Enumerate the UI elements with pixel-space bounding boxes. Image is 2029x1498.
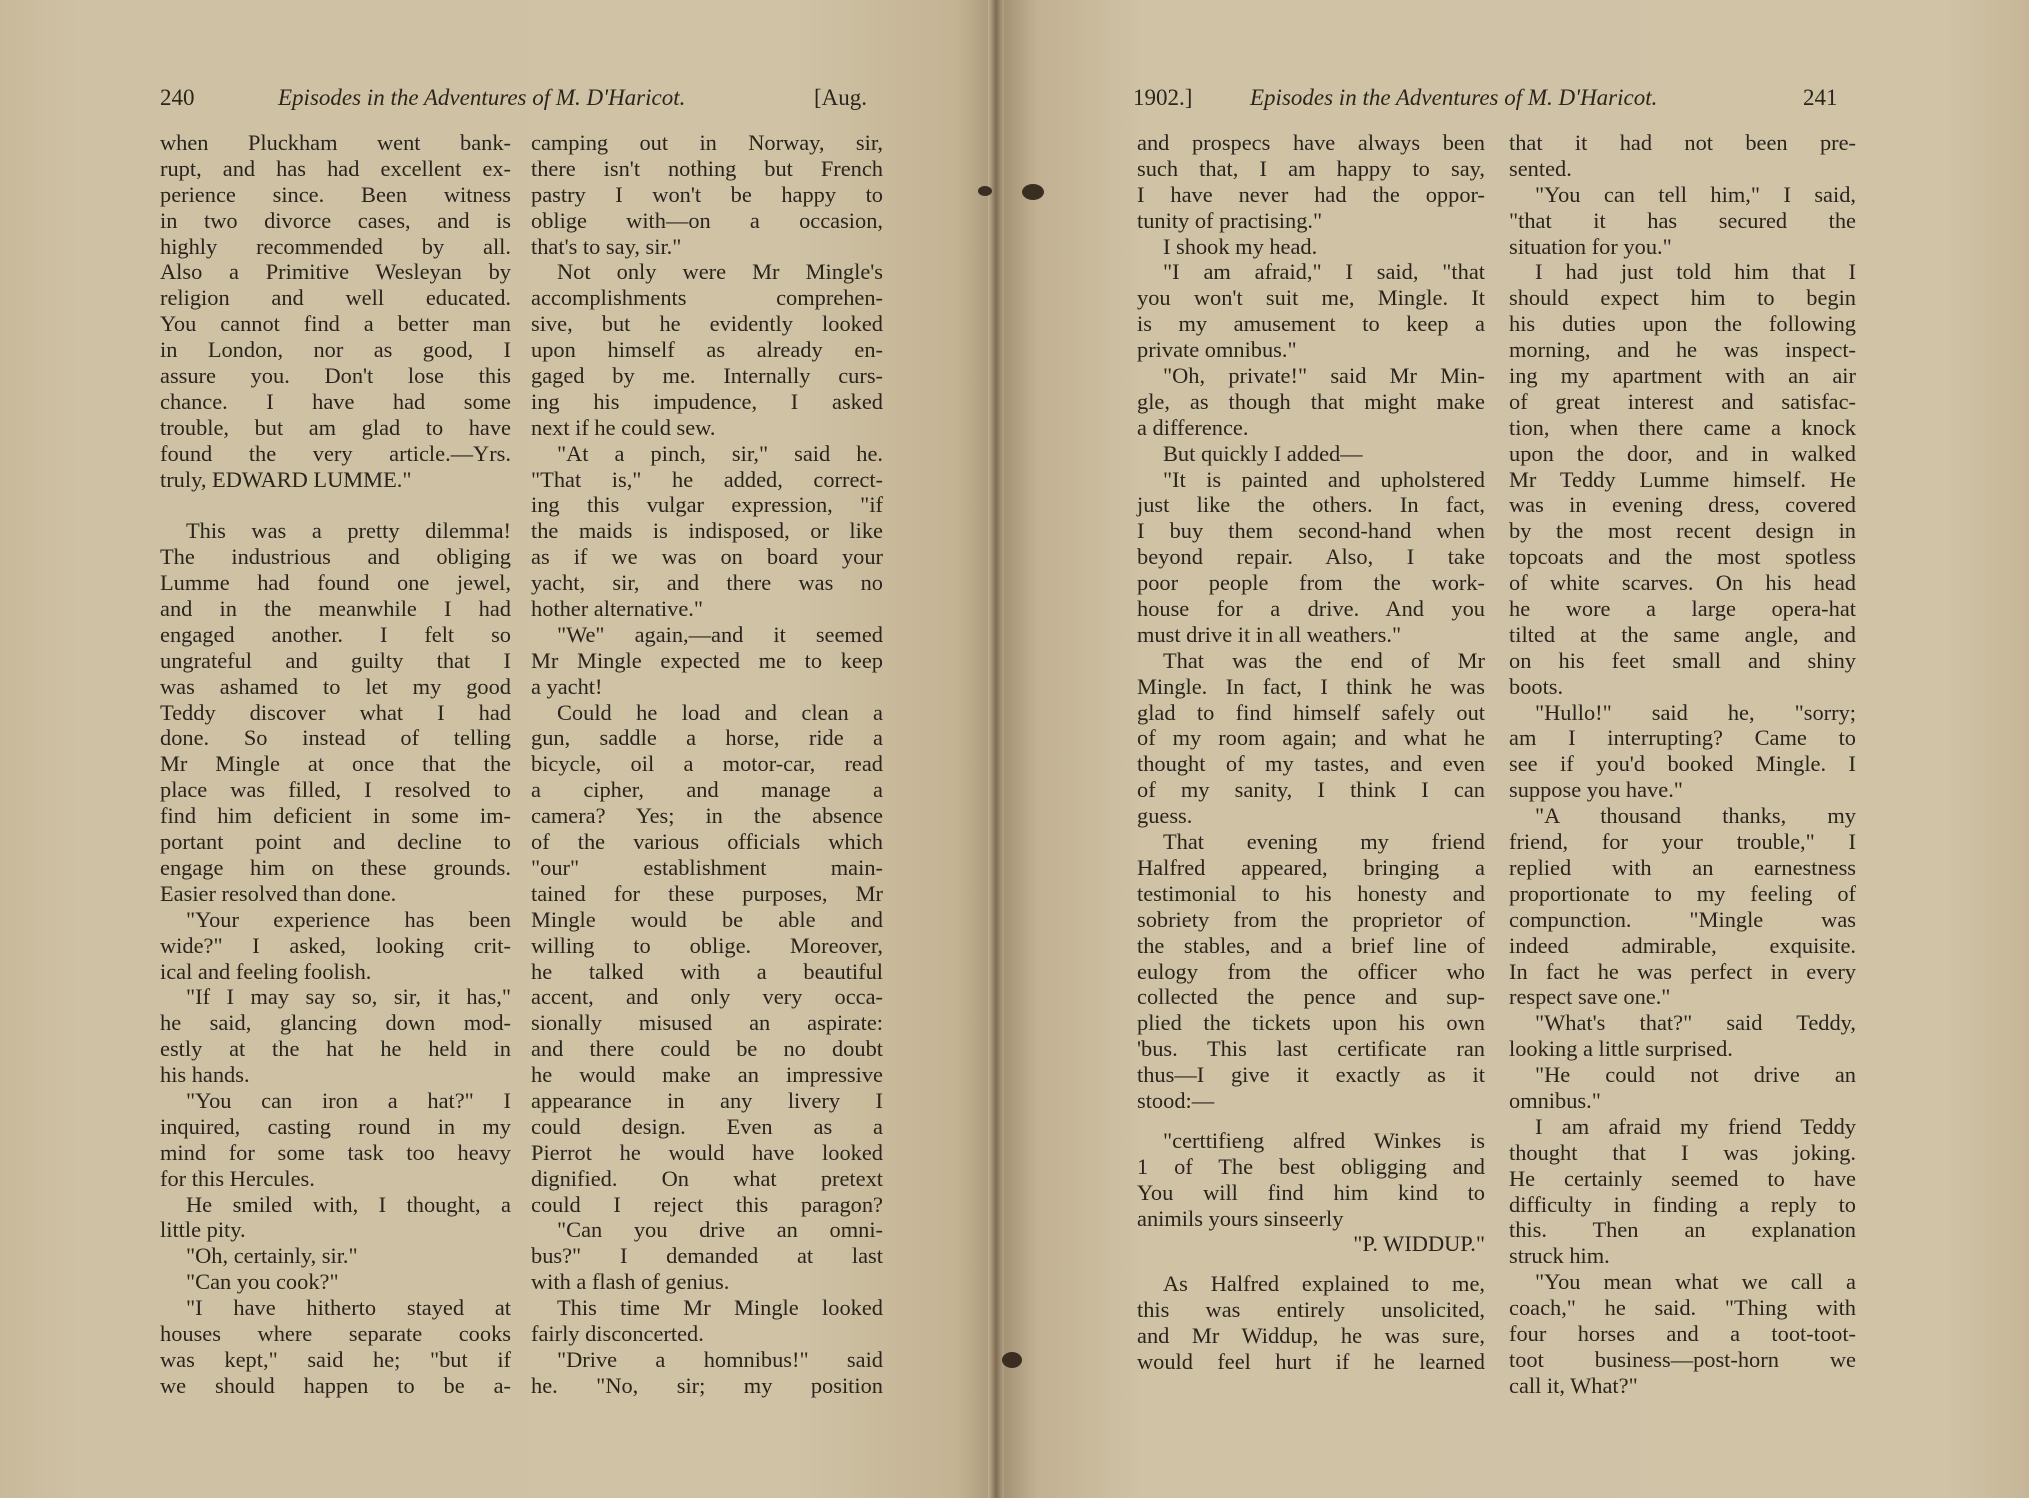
- text-line: gaged by me. Internally curs-: [531, 363, 883, 389]
- text-line: Could he load and clean a: [557, 699, 883, 725]
- text-line: assure you. Don't lose this: [160, 363, 511, 389]
- text-line: a difference.: [1137, 414, 1249, 440]
- text-line: and there could be no doubt: [531, 1036, 883, 1062]
- text-line: "Can you cook?": [186, 1269, 339, 1295]
- right-column-1: [1137, 130, 1485, 1375]
- text-line: with a flash of genius.: [531, 1269, 730, 1295]
- text-line: respect save one.": [1509, 984, 1671, 1010]
- text-line: coach," he said. "Thing with: [1509, 1295, 1856, 1321]
- text-line: That was the end of Mr: [1163, 647, 1485, 673]
- text-line: thought of my tastes, and even: [1137, 751, 1485, 777]
- text-line: four horses and a toot-toot-: [1509, 1320, 1856, 1346]
- text-line: upon himself as already en-: [531, 337, 883, 363]
- left-running-title: Episodes in the Adventures of M. D'Haricot.: [278, 85, 686, 110]
- text-line: trouble, but am glad to have: [160, 414, 511, 440]
- text-line: the stables, and a brief line of: [1137, 932, 1485, 958]
- book-gutter: [988, 0, 1004, 1498]
- text-line: I am afraid my friend Teddy: [1535, 1113, 1856, 1139]
- text-line: "What's that?" said Teddy,: [1535, 1010, 1856, 1036]
- paragraph-gap: [160, 492, 511, 518]
- text-line: his duties upon the following: [1509, 311, 1856, 337]
- text-line: looking a little surprised.: [1509, 1036, 1733, 1062]
- text-line: this was entirely unsolicited,: [1137, 1297, 1485, 1323]
- text-line: camping out in Norway, sir,: [531, 130, 883, 155]
- text-line: situation for you.": [1509, 233, 1672, 259]
- text-line: engaged another. I felt so: [160, 621, 511, 647]
- text-line: could I reject this paragon?: [531, 1191, 883, 1217]
- text-line: As Halfred explained to me,: [1163, 1271, 1485, 1297]
- text-line: omnibus.": [1509, 1087, 1601, 1113]
- text-line: Not only were Mr Mingle's: [557, 259, 883, 285]
- text-line: That evening my friend: [1163, 829, 1485, 855]
- text-line: struck him.: [1509, 1243, 1610, 1269]
- text-line: "He could not drive an: [1535, 1062, 1856, 1088]
- left-column-2: [531, 130, 883, 1399]
- text-line: Mingle would be able and: [531, 906, 883, 932]
- text-line: could design. Even as a: [531, 1113, 883, 1139]
- text-line: find him deficient in some im-: [160, 803, 511, 829]
- text-line: estly at the hat he held in: [160, 1036, 511, 1062]
- text-line: "Your experience has been: [186, 906, 511, 932]
- text-line: when Pluckham went bank-: [160, 130, 511, 155]
- text-line: "At a pinch, sir," said he.: [557, 440, 883, 466]
- right-running-head: [1133, 80, 1853, 116]
- text-line: beyond repair. Also, I take: [1137, 544, 1485, 570]
- text-line: little pity.: [160, 1217, 246, 1243]
- text-line: you won't suit me, Mingle. It: [1137, 285, 1485, 311]
- text-line: ing my apartment with an air: [1509, 363, 1856, 389]
- text-line: "I am afraid," I said, "that: [1163, 259, 1485, 285]
- text-line: of my room again; and what he: [1137, 725, 1485, 751]
- text-line: bicycle, oil a motor-car, read: [531, 751, 883, 777]
- text-line: stood:—: [1137, 1087, 1215, 1113]
- text-line: "A thousand thanks, my: [1535, 803, 1856, 829]
- text-line: as if we was on board your: [531, 544, 883, 570]
- text-line: I had just told him that I: [1535, 259, 1856, 285]
- text-line: appearance in any livery I: [531, 1087, 883, 1113]
- text-line: chance. I have had some: [160, 388, 511, 414]
- text-line: collected the pence and sup-: [1137, 984, 1485, 1010]
- text-line: toot business—post-horn we: [1509, 1346, 1856, 1372]
- text-line: "Oh, private!" said Mr Min-: [1163, 363, 1485, 389]
- text-line: "You can iron a hat?" I: [186, 1087, 511, 1113]
- text-line: willing to oblige. Moreover,: [531, 932, 883, 958]
- text-line: testimonial to his honesty and: [1137, 880, 1485, 906]
- text-line: guess.: [1137, 803, 1193, 829]
- text-line: Pierrot he would have looked: [531, 1139, 883, 1165]
- left-page: [0, 0, 996, 1498]
- text-line: must drive it in all weathers.": [1137, 621, 1402, 647]
- text-line: proportionate to my feeling of: [1509, 880, 1856, 906]
- text-line: in London, nor as good, I: [160, 337, 511, 363]
- text-line: inquired, casting round in my: [160, 1113, 511, 1139]
- text-line: "P. WIDDUP.": [1353, 1231, 1485, 1257]
- text-line: "Oh, certainly, sir.": [186, 1243, 358, 1269]
- text-line: ing his impudence, I asked: [531, 388, 883, 414]
- text-line: I shook my head.: [1163, 233, 1318, 259]
- text-line: 'bus. This last certificate ran: [1137, 1036, 1485, 1062]
- text-line: Also a Primitive Wesleyan by: [160, 259, 511, 285]
- text-line: difficulty in finding a reply to: [1509, 1191, 1856, 1217]
- text-line: religion and well educated.: [160, 285, 511, 311]
- text-line: that it had not been pre-: [1509, 130, 1856, 155]
- text-line: ungrateful and guilty that I: [160, 647, 511, 673]
- text-line: Teddy discover what I had: [160, 699, 511, 725]
- text-line: ing this vulgar expression, "if: [531, 492, 883, 518]
- text-line: compunction. "Mingle was: [1509, 906, 1856, 932]
- text-line: "Drive a homnibus!" said: [557, 1346, 883, 1372]
- text-line: replied with an earnestness: [1509, 854, 1856, 880]
- text-line: dignified. On what pretext: [531, 1165, 883, 1191]
- text-line: You will find him kind to: [1137, 1179, 1485, 1205]
- text-line: would feel hurt if he learned: [1137, 1348, 1485, 1374]
- text-line: Mr Mingle expected me to keep: [531, 647, 883, 673]
- text-line: thought that I was joking.: [1509, 1139, 1856, 1165]
- text-line: his hands.: [160, 1062, 250, 1088]
- right-column-2: [1509, 130, 1856, 1399]
- left-page-number: 240: [160, 85, 195, 110]
- text-line: "If I may say so, sir, it has,": [186, 984, 511, 1010]
- text-line: in two divorce cases, and is: [160, 207, 511, 233]
- text-line: But quickly I added—: [1163, 440, 1363, 466]
- text-line: found the very article.—Yrs.: [160, 440, 511, 466]
- text-line: was ashamed to let my good: [160, 673, 511, 699]
- right-page: [996, 0, 2029, 1498]
- text-line: should expect him to begin: [1509, 285, 1856, 311]
- text-line: of the various officials which: [531, 829, 883, 855]
- text-line: such that, I am happy to say,: [1137, 155, 1485, 181]
- text-line: Lumme had found one jewel,: [160, 570, 511, 596]
- text-line: see if you'd booked Mingle. I: [1509, 751, 1856, 777]
- text-line: a cipher, and manage a: [531, 777, 883, 803]
- text-line: sionally misused an aspirate:: [531, 1010, 883, 1036]
- text-line: gun, saddle a horse, ride a: [531, 725, 883, 751]
- text-line: thus—I give it exactly as it: [1137, 1062, 1485, 1088]
- text-line: animils yours sinseerly: [1137, 1205, 1344, 1231]
- text-line: of my sanity, I think I can: [1137, 777, 1485, 803]
- right-issue-year: 1902.]: [1133, 85, 1193, 110]
- text-line: friend, for your trouble," I: [1509, 829, 1856, 855]
- text-line: this. Then an explanation: [1509, 1217, 1856, 1243]
- text-line: "I have hitherto stayed at: [186, 1295, 511, 1321]
- text-line: I buy them second-hand when: [1137, 518, 1485, 544]
- text-line: done. So instead of telling: [160, 725, 511, 751]
- text-line: poor people from the work-: [1137, 570, 1485, 596]
- text-line: "our" establishment main-: [531, 854, 883, 880]
- text-line: pastry I won't be happy to: [531, 181, 883, 207]
- binding-thread-mark: [1002, 1352, 1022, 1368]
- text-line: "Hullo!" said he, "sorry;: [1535, 699, 1856, 725]
- text-line: sented.: [1509, 155, 1572, 181]
- text-line: wide?" I asked, looking crit-: [160, 932, 511, 958]
- text-line: accent, and only very occa-: [531, 984, 883, 1010]
- left-issue-date: [Aug.: [814, 85, 868, 110]
- text-line: and Mr Widdup, he was sure,: [1137, 1323, 1485, 1349]
- text-line: he talked with a beautiful: [531, 958, 883, 984]
- text-line: yacht, sir, and there was no: [531, 570, 883, 596]
- text-line: fairly disconcerted.: [531, 1320, 704, 1346]
- text-line: next if he could sew.: [531, 414, 716, 440]
- text-line: am I interrupting? Came to: [1509, 725, 1856, 751]
- text-line: Halfred appeared, bringing a: [1137, 854, 1485, 880]
- text-line: "You mean what we call a: [1535, 1269, 1856, 1295]
- text-line: tunity of practising.": [1137, 207, 1323, 233]
- text-line: portant point and decline to: [160, 829, 511, 855]
- text-line: indeed admirable, exquisite.: [1509, 932, 1856, 958]
- text-line: You cannot find a better man: [160, 311, 511, 337]
- text-line: Mr Mingle at once that the: [160, 751, 511, 777]
- text-line: and in the meanwhile I had: [160, 596, 511, 622]
- text-line: highly recommended by all.: [160, 233, 511, 259]
- text-line: of great interest and satisfac-: [1509, 388, 1856, 414]
- text-line: that's to say, sir.": [531, 233, 682, 259]
- text-line: boots.: [1509, 673, 1564, 699]
- right-page-number: 241: [1803, 85, 1838, 110]
- text-line: perience since. Been witness: [160, 181, 511, 207]
- text-line: eulogy from the officer who: [1137, 958, 1485, 984]
- text-line: "that it has secured the: [1509, 207, 1856, 233]
- text-line: morning, and he was inspect-: [1509, 337, 1856, 363]
- text-line: oblige with—on a occasion,: [531, 207, 883, 233]
- text-line: glad to find himself safely out: [1137, 699, 1485, 725]
- text-line: suppose you have.": [1509, 777, 1683, 803]
- text-line: In fact he was perfect in every: [1509, 958, 1856, 984]
- text-line: house for a drive. And you: [1137, 596, 1485, 622]
- text-line: accomplishments comprehen-: [531, 285, 883, 311]
- binding-thread-mark: [1022, 184, 1044, 200]
- text-line: just like the others. In fact,: [1137, 492, 1485, 518]
- text-line: private omnibus.": [1137, 337, 1297, 363]
- text-line: plied the tickets upon his own: [1137, 1010, 1485, 1036]
- text-line: houses where separate cooks: [160, 1320, 511, 1346]
- text-line: a yacht!: [531, 673, 603, 699]
- text-line: "We" again,—and it seemed: [557, 621, 883, 647]
- paragraph-gap: [1137, 1114, 1485, 1128]
- text-line: Mr Teddy Lumme himself. He: [1509, 466, 1856, 492]
- text-line: call it, What?": [1509, 1372, 1638, 1398]
- text-line: for this Hercules.: [160, 1165, 315, 1191]
- text-line: mind for some task too heavy: [160, 1139, 511, 1165]
- text-line: was kept," said he; "but if: [160, 1346, 511, 1372]
- text-line: he wore a large opera-hat: [1509, 596, 1856, 622]
- text-line: "It is painted and upholstered: [1163, 466, 1485, 492]
- text-line: The industrious and obliging: [160, 544, 511, 570]
- text-line: "You can tell him," I said,: [1535, 181, 1856, 207]
- text-line: He smiled with, I thought, a: [186, 1191, 511, 1217]
- left-running-head: [160, 80, 880, 116]
- text-line: This was a pretty dilemma!: [186, 518, 511, 544]
- right-running-title: Episodes in the Adventures of M. D'Haricot.: [1250, 85, 1658, 110]
- text-line: we should happen to be a-: [160, 1372, 511, 1398]
- text-line: rupt, and has had excellent ex-: [160, 155, 511, 181]
- text-line: by the most recent design in: [1509, 518, 1856, 544]
- text-line: the maids is indisposed, or like: [531, 518, 883, 544]
- text-line: This time Mr Mingle looked: [557, 1295, 883, 1321]
- left-column-1: [160, 130, 511, 1399]
- text-line: upon the door, and in walked: [1509, 440, 1856, 466]
- text-line: "Can you drive an omni-: [557, 1217, 883, 1243]
- text-line: is my amusement to keep a: [1137, 311, 1485, 337]
- text-line: was in evening dress, covered: [1509, 492, 1856, 518]
- text-line: he. "No, sir; my position: [531, 1372, 883, 1398]
- text-line: gle, as though that might make: [1137, 388, 1485, 414]
- text-line: He certainly seemed to have: [1509, 1165, 1856, 1191]
- binding-thread-mark: [978, 186, 992, 196]
- text-line: "That is," he added, correct-: [531, 466, 883, 492]
- text-line: Easier resolved than done.: [160, 880, 397, 906]
- text-line: he said, glancing down mod-: [160, 1010, 511, 1036]
- text-line: of white scarves. On his head: [1509, 570, 1856, 596]
- text-line: ical and feeling foolish.: [160, 958, 372, 984]
- text-line: camera? Yes; in the absence: [531, 803, 883, 829]
- text-line: "certtifieng alfred Winkes is: [1163, 1127, 1485, 1153]
- text-line: tained for these purposes, Mr: [531, 880, 883, 906]
- text-line: sobriety from the proprietor of: [1137, 906, 1485, 932]
- text-line: place was filled, I resolved to: [160, 777, 511, 803]
- text-line: I have never had the oppor-: [1137, 181, 1485, 207]
- text-line: he would make an impressive: [531, 1062, 883, 1088]
- paragraph-gap: [1137, 1257, 1485, 1271]
- text-line: topcoats and the most spotless: [1509, 544, 1856, 570]
- text-line: bus?" I demanded at last: [531, 1243, 883, 1269]
- text-line: on his feet small and shiny: [1509, 647, 1856, 673]
- text-line: engage him on these grounds.: [160, 854, 511, 880]
- text-line: truly, EDWARD LUMME.": [160, 466, 412, 492]
- text-line: tilted at the same angle, and: [1509, 621, 1856, 647]
- text-line: sive, but he evidently looked: [531, 311, 883, 337]
- text-line: there isn't nothing but French: [531, 155, 883, 181]
- text-line: hother alternative.": [531, 596, 704, 622]
- text-line: 1 of The best obligging and: [1137, 1153, 1485, 1179]
- text-line: tion, when there came a knock: [1509, 414, 1856, 440]
- text-line: and prospecs have always been: [1137, 130, 1485, 155]
- text-line: Mingle. In fact, I think he was: [1137, 673, 1485, 699]
